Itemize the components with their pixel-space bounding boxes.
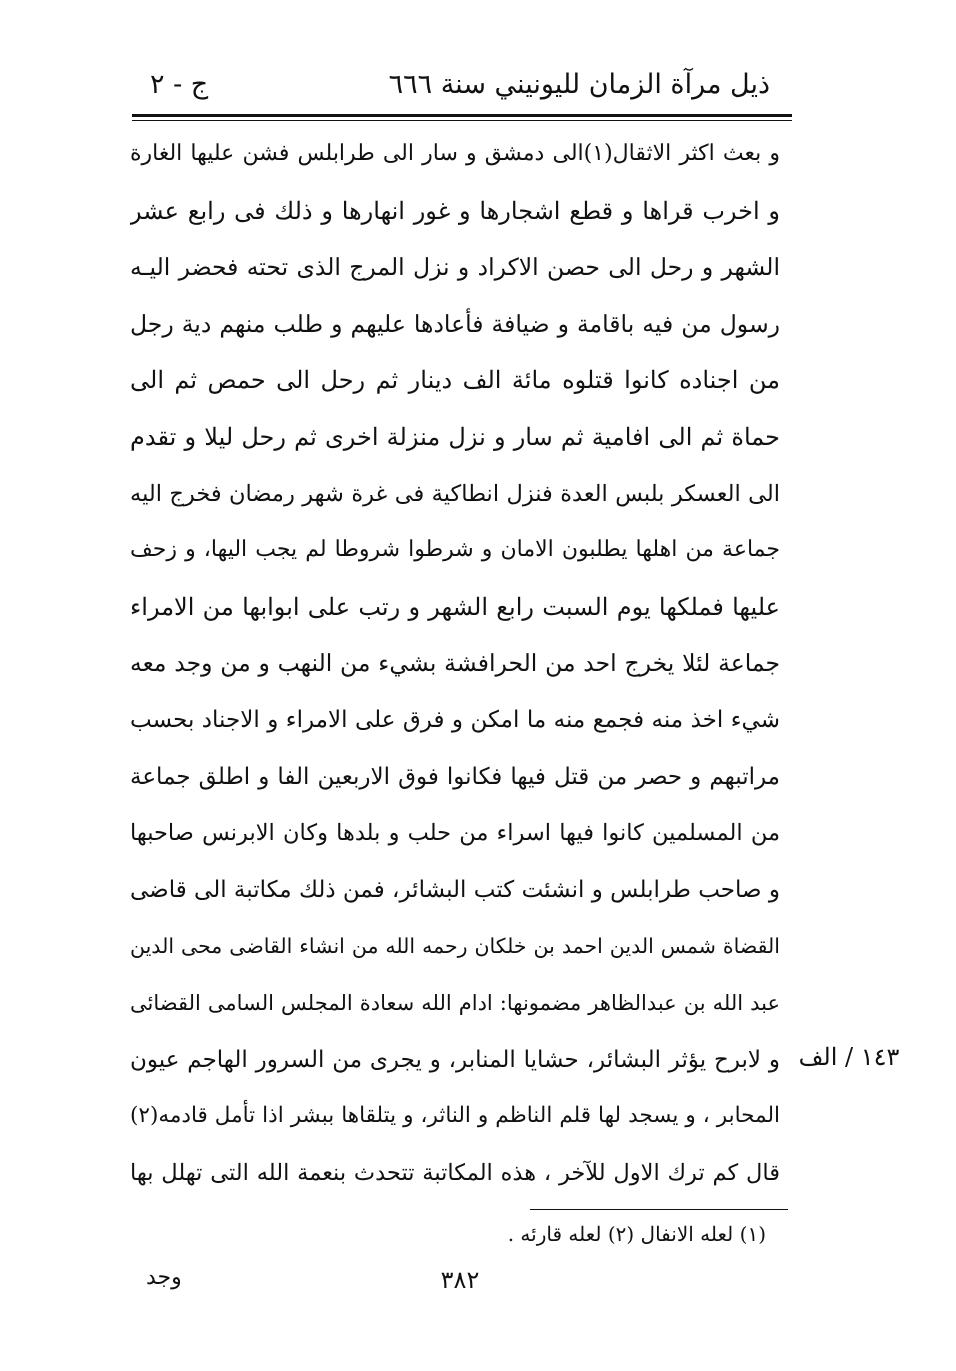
text-line: مراتبهم و حصر من قتل فيها فكانوا فوق الاربعين الفا و اطلق جماعة bbox=[130, 763, 780, 790]
text-line: الى العسكر بلبس العدة فنزل انطاكية فى غرة شهر رمضان فخرج اليه bbox=[130, 480, 780, 507]
header-rule-thin bbox=[132, 120, 792, 121]
text-line: جماعة من اهلها يطلبون الامان و شرطوا شروطا لم يجب اليها، و زحف bbox=[130, 537, 780, 563]
text-line: و اخرب قراها و قطع اشجارها و غور انهارها و ذلك فى رابع عشر bbox=[130, 196, 780, 225]
text-line: رسول من فيه باقامة و ضيافة فأعادها عليهم و طلب منهم دية رجل bbox=[130, 309, 780, 338]
text-line: و لابرح يؤثر البشائر، حشايا المنابر، و يجرى من السرور الهاجم عيون bbox=[130, 1046, 780, 1073]
text-line: حماة ثم الى افامية ثم سار و نزل منزلة اخرى ثم رحل ليلا و تقدم bbox=[130, 422, 780, 451]
text-line: المحابر ، و يسجد لها قلم الناظم و الناثر، و يتلقاها ببشر اذا تأمل قادمه(٢) bbox=[130, 1103, 780, 1129]
text-line: شيء اخذ منه فجمع منه ما امكن و فرق على الامراء و الاجناد بحسب bbox=[130, 706, 780, 733]
page-number: ٣٨٢ bbox=[440, 1266, 480, 1294]
main-text bbox=[130, 126, 780, 1201]
text-line: قال كم ترك الاول للآخر ، هذه المكاتبة تتحدث بنعمة الله التى تهلل بها bbox=[130, 1159, 780, 1186]
header-title: ذيل مرآة الزمان لليونيني سنة ٦٦٦ bbox=[388, 69, 770, 100]
text-line: من المسلمين كانوا فيها اسراء من حلب و بلدها وكان الابرنس صاحبها bbox=[130, 820, 780, 847]
text-line: جماعة لئلا يخرج احد من الحرافشة بشيء من النهب و من وجد معه bbox=[130, 649, 780, 678]
header-rule-thick bbox=[132, 114, 792, 117]
text-line: عبد الله بن عبدالظاهر مضمونها: ادام الله سعادة المجلس السامى القضائى bbox=[130, 990, 780, 1015]
catchword: وجد bbox=[146, 1265, 182, 1290]
text-line: عليها فملكها يوم السبت رابع الشهر و رتب على ابوابها من الامراء bbox=[130, 592, 780, 621]
header-part-number: ج - ٢ bbox=[150, 69, 209, 100]
text-line: و صاحب طرابلس و انشئت كتب البشائر، فمن ذلك مكاتبة الى قاضى bbox=[130, 876, 780, 903]
text-line: من اجناده كانوا قتلوه مائة الف دينار ثم رحل الى حمص ثم الى bbox=[130, 366, 780, 395]
manuscript-folio-note: ١٤٣ / الف bbox=[798, 1043, 900, 1071]
text-line: و بعث اكثر الاثقال(١)الى دمشق و سار الى طرابلس فشن عليها الغارة bbox=[130, 141, 780, 166]
text-line: الشهر و رحل الى حصن الاكراد و نزل المرج الذى تحته فحضر اليـه bbox=[130, 253, 780, 282]
footnotes: (١) لعله الانفال (٢) لعله قارئه . bbox=[507, 1222, 766, 1246]
footnote-rule bbox=[530, 1209, 788, 1210]
running-header bbox=[150, 62, 770, 108]
text-line: القضاة شمس الدين احمد بن خلكان رحمه الله من انشاء القاضى محى الدين bbox=[130, 934, 780, 959]
